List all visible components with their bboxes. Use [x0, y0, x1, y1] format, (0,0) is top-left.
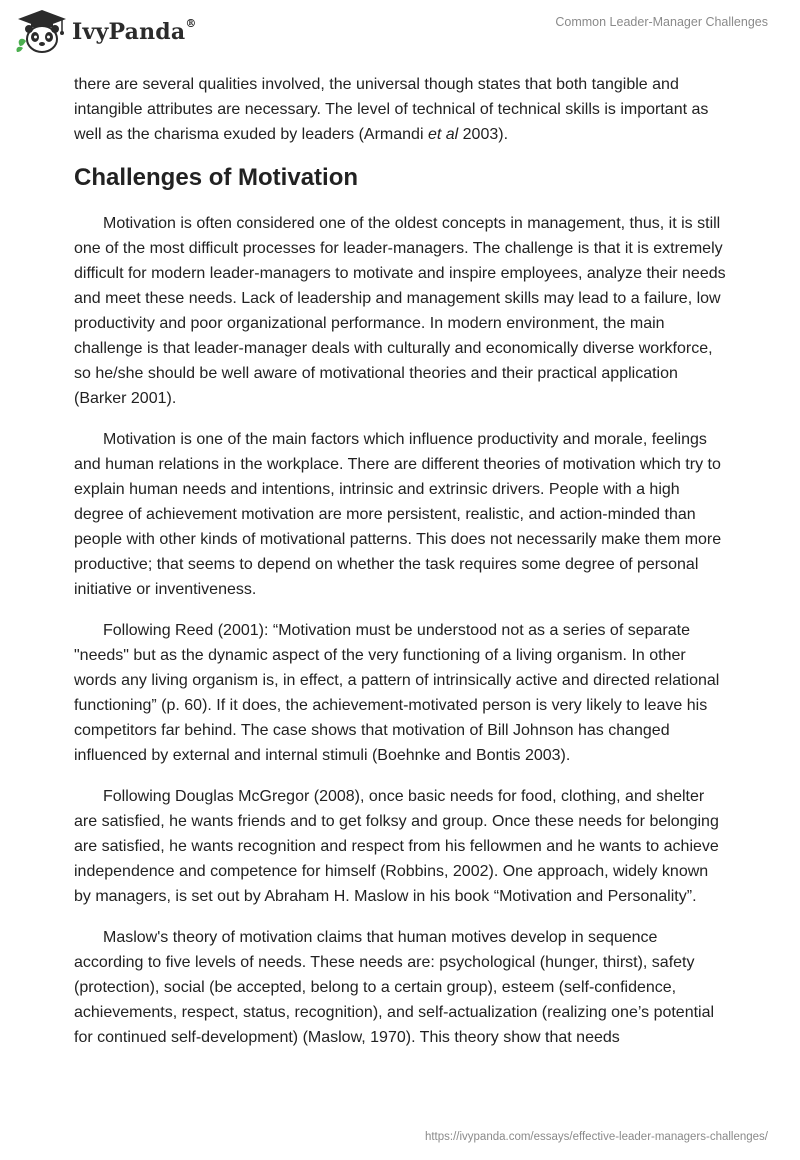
paragraph-reed-quote: Following Reed (2001): “Motivation must be understood not as a series of separate "needs" but as the dynamic aspect of the very functioning of a living organism. In other words any living organism is, in effect, a pattern of intrinsically active and directed relational functioning” (p. 60). If it does, the achievement-motivated person is very likely to leave his competitors far behind. The case shows that motivation of Bill Johnson has changed influenced by external and internal stimuli (Boehnke and Bontis 2003). — [74, 622, 720, 764]
italic-et-al: et al — [427, 126, 459, 143]
panda-graduation-cap-icon — [14, 8, 70, 56]
essay-content — [74, 72, 726, 1066]
document-title: Common Leader-Manager Challenges — [555, 15, 768, 29]
registered-mark: ® — [185, 17, 197, 30]
section-heading: Challenges of Motivation — [74, 164, 359, 191]
intro-paragraph: there are several qualities involved, the universal though states that both tangible and intangible attributes are necessary. The level of technical of technical skills is important as well as the charisma exuded by leaders (Armandi et al 2003). — [74, 76, 709, 143]
brand-name: IvyPanda® — [72, 17, 197, 45]
page-header — [0, 0, 800, 60]
source-url-link[interactable]: https://ivypanda.com/essays/effective-leader-managers-challenges/ — [424, 1131, 768, 1143]
paragraph-mcgregor: Following Douglas McGregor (2008), once basic needs for food, clothing, and shelter are satisfied, he wants friends and to get folksy and group. Once these needs for belonging are satisfied, he wants recognition and respect from his fellowmen and he wants to achieve independence and competence for himself (Robbins, 2002). One approach, widely known by managers, is set out by Abraham H. Maslow in his book “Motivation and Personality”. — [74, 788, 719, 905]
paragraph-maslow: Maslow's theory of motivation claims that human motives develop in sequence according to five levels of needs. These needs are: psychological (hunger, thirst), safety (protection), social (be accepted, belong to a certain group), esteem (self-confidence, achievements, respect, status, recognition), and self-actualization (realizing one’s potential for continued self-development) (Maslow, 1970). This theory show that needs — [74, 929, 715, 1046]
paragraph-motivation-concepts: Motivation is often considered one of the oldest concepts in management, thus, it is still one of the most difficult processes for leader-managers. The challenge is that it is extremely difficult for modern leader-managers to motivate and inspire employees, analyze their needs and meet these needs. Lack of leadership and management skills may lead to a failure, low productivity and poor organizational performance. In modern environment, the main challenge is that leader-manager deals with culturally and economically diverse workforce, so he/she should be well aware of motivational theories and their practical application (Barker 2001). — [74, 215, 726, 407]
ivypanda-logo[interactable] — [14, 8, 197, 56]
paragraph-motivation-factors: Motivation is one of the main factors which influence productivity and morale, feelings and human relations in the workplace. There are different theories of motivation which try to explain human needs and intentions, intrinsic and extrinsic drivers. People with a high degree of achievement motivation are more persistent, realistic, and action-minded than people with other kinds of motivational patterns. This does not necessarily make them more productive; that seems to depend on whether the task requires some degree of personal initiative or inventiveness. — [74, 431, 722, 598]
